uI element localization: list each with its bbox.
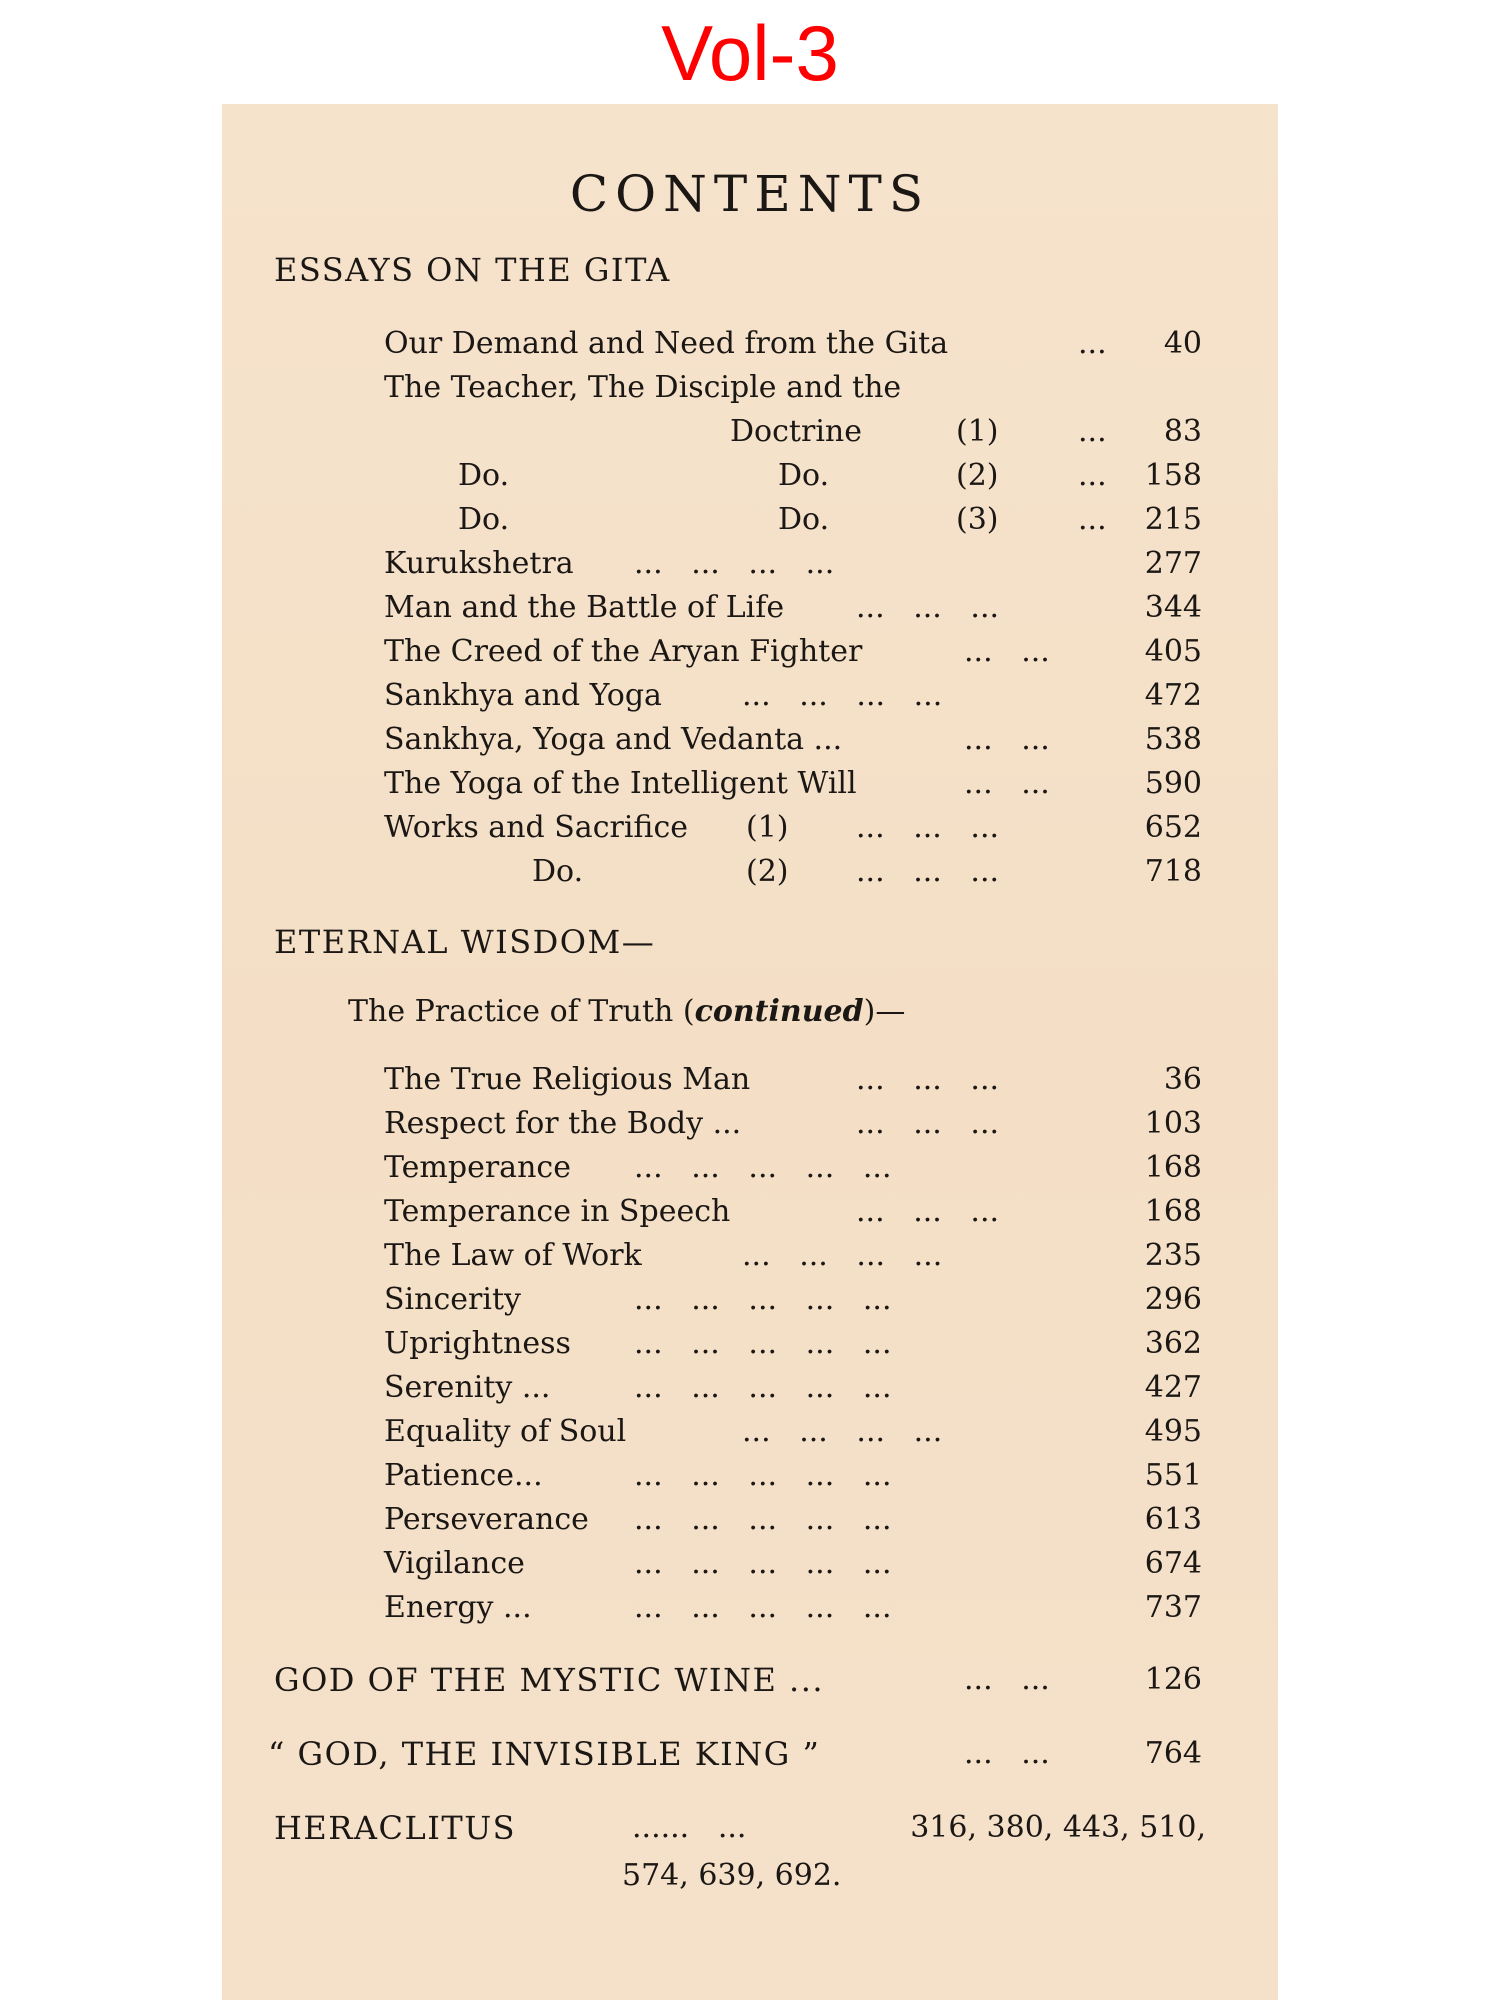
entry-dots: ... ... ... ... ...	[634, 1282, 892, 1317]
toc-entry	[222, 1544, 1202, 1584]
toc-section-invisible-king	[222, 1734, 1202, 1774]
entry-title-continued: Doctrine	[730, 414, 862, 449]
toc-entry	[222, 544, 1202, 584]
entry-dots: ... ... ... ... ...	[634, 1458, 892, 1493]
entry-dots: ... ... ... ...	[742, 1238, 943, 1273]
entry-title: Sincerity	[384, 1282, 521, 1317]
entry-pages: 316, 380, 443, 510,	[910, 1810, 1206, 1845]
entry-title-continued: Do.	[778, 502, 830, 537]
entry-title: Temperance	[384, 1150, 571, 1185]
toc-entry	[222, 632, 1202, 672]
entry-part-marker: (3)	[956, 502, 999, 537]
entry-title: Patience...	[384, 1458, 543, 1493]
entry-title: Sankhya and Yoga	[384, 678, 662, 713]
entry-page: 344	[1144, 590, 1202, 625]
toc-entry	[222, 720, 1202, 760]
entry-title: Energy ...	[384, 1590, 532, 1625]
entry-page: 472	[1144, 678, 1202, 713]
entry-page: 764	[1144, 1736, 1202, 1771]
entry-page: 613	[1144, 1502, 1202, 1537]
entry-page: 168	[1144, 1194, 1202, 1229]
toc-section-heraclitus	[222, 1808, 1206, 1848]
entry-dots: ... ...	[964, 1662, 1050, 1697]
entry-page: 277	[1144, 546, 1202, 581]
entry-page: 83	[1163, 414, 1202, 449]
toc-section-mystic-wine	[222, 1660, 1202, 1700]
entry-title: The Teacher, The Disciple and the	[384, 370, 902, 405]
toc-entry	[222, 808, 1202, 848]
entry-title: Man and the Battle of Life	[384, 590, 785, 625]
entry-page: 40	[1163, 326, 1202, 361]
entry-title: Do.	[458, 502, 510, 537]
entry-page: 215	[1144, 502, 1202, 537]
subheading-prefix: The Practice of Truth (	[348, 994, 695, 1029]
section-heading-eternal-wisdom: ETERNAL WISDOM—	[274, 923, 656, 961]
toc-entry	[222, 1192, 1202, 1232]
entry-part-marker: (2)	[746, 854, 789, 889]
entry-title: Uprightness	[384, 1326, 571, 1361]
toc-entry	[222, 1104, 1202, 1144]
entry-title-continued: Do.	[778, 458, 830, 493]
entry-page: 158	[1144, 458, 1202, 493]
entry-dots: ... ... ... ...	[742, 678, 943, 713]
entry-dots: ...	[1078, 414, 1107, 449]
toc-entry	[222, 1324, 1202, 1364]
entry-page: 362	[1144, 1326, 1202, 1361]
entry-title: Do.	[458, 458, 510, 493]
entry-title: Works and Sacrifice	[384, 810, 688, 845]
page-title: CONTENTS	[569, 165, 931, 223]
entry-title: Kurukshetra	[384, 546, 574, 581]
toc-entry	[222, 1456, 1202, 1496]
toc-entry	[222, 324, 1202, 364]
toc-entry	[222, 588, 1202, 628]
entry-title: Sankhya, Yoga and Vedanta ...	[384, 722, 843, 757]
entry-title: The True Religious Man	[384, 1062, 751, 1097]
toc-entry-continued	[222, 412, 1202, 452]
entry-title: Equality of Soul	[384, 1414, 627, 1449]
entry-dots: ... ... ... ... ...	[634, 1502, 892, 1537]
subheading-practice-of-truth	[348, 992, 905, 1032]
entry-dots: ... ... ...	[856, 590, 1000, 625]
entry-page: 296	[1144, 1282, 1202, 1317]
entry-dots: ... ... ... ... ...	[634, 1546, 892, 1581]
entry-page: 427	[1144, 1370, 1202, 1405]
entry-title: Vigilance	[384, 1546, 525, 1581]
toc-entry	[222, 1368, 1202, 1408]
section-heading-heraclitus: HERACLITUS	[274, 1809, 517, 1847]
toc-entry	[222, 676, 1202, 716]
entry-page: 495	[1144, 1414, 1202, 1449]
toc-entry	[222, 764, 1202, 804]
entry-dots: ... ... ...	[856, 1194, 1000, 1229]
entry-title: The Law of Work	[384, 1238, 642, 1273]
entry-title: Perseverance	[384, 1502, 589, 1537]
toc-entry	[222, 1412, 1202, 1452]
section-heading-invisible-king: “ GOD, THE INVISIBLE KING ”	[268, 1735, 821, 1773]
entry-dots: ... ... ... ... ...	[634, 1370, 892, 1405]
entry-page: 718	[1144, 854, 1202, 889]
entry-dots: ...	[1078, 502, 1107, 537]
entry-title: Respect for the Body ...	[384, 1106, 742, 1141]
entry-page: 103	[1144, 1106, 1202, 1141]
entry-dots: ... ... ... ...	[634, 546, 835, 581]
entry-dots: ... ... ... ... ...	[634, 1590, 892, 1625]
entry-dots: ... ... ...	[856, 854, 1000, 889]
entry-dots: ... ...	[964, 634, 1050, 669]
toc-entry	[222, 1280, 1202, 1320]
toc-entry	[222, 1060, 1202, 1100]
volume-label: Vol-3	[661, 9, 839, 97]
entry-page: 674	[1144, 1546, 1202, 1581]
toc-entry	[222, 852, 1202, 892]
toc-entry	[222, 368, 1202, 408]
subheading-suffix: )—	[863, 994, 906, 1029]
toc-entry	[222, 1500, 1202, 1540]
entry-dots: ... ... ...	[856, 1062, 1000, 1097]
entry-dots: ... ... ... ... ...	[634, 1326, 892, 1361]
entry-dots: ... ... ...	[856, 810, 1000, 845]
toc-entry	[222, 500, 1202, 540]
entry-dots: ... ...	[964, 766, 1050, 801]
entry-dots: ... ... ...	[856, 1106, 1000, 1141]
entry-title: Serenity ...	[384, 1370, 551, 1405]
toc-entry	[222, 1588, 1202, 1628]
entry-title: Temperance in Speech	[384, 1194, 731, 1229]
toc-entry	[222, 1236, 1202, 1276]
entry-page: 590	[1144, 766, 1202, 801]
entry-page: 405	[1144, 634, 1202, 669]
contents-page	[222, 104, 1278, 2000]
entry-page: 235	[1144, 1238, 1202, 1273]
entry-pages-continued: 574, 639, 692.	[622, 1858, 842, 1893]
entry-page: 652	[1144, 810, 1202, 845]
entry-page: 126	[1144, 1662, 1202, 1697]
entry-page: 168	[1144, 1150, 1202, 1185]
entry-dots: ...	[1078, 326, 1107, 361]
entry-dots: ... ...	[964, 1736, 1050, 1771]
entry-title: Our Demand and Need from the Gita	[384, 326, 949, 361]
entry-page: 36	[1163, 1062, 1202, 1097]
entry-part-marker: (2)	[956, 458, 999, 493]
entry-title: The Creed of the Aryan Fighter	[384, 634, 863, 669]
toc-entry	[222, 1148, 1202, 1188]
entry-page: 551	[1144, 1458, 1202, 1493]
entry-dots: ...... ...	[632, 1810, 747, 1845]
entry-part-marker: (1)	[956, 414, 999, 449]
entry-page: 737	[1144, 1590, 1202, 1625]
section-heading-gita: ESSAYS ON THE GITA	[274, 251, 671, 289]
entry-dots: ... ... ... ... ...	[634, 1150, 892, 1185]
subheading-italic: continued	[694, 994, 864, 1029]
entry-title: The Yoga of the Intelligent Will	[384, 766, 857, 801]
entry-page: 538	[1144, 722, 1202, 757]
entry-dots: ... ...	[964, 722, 1050, 757]
entry-part-marker: (1)	[746, 810, 789, 845]
entry-dots: ...	[1078, 458, 1107, 493]
entry-dots: ... ... ... ...	[742, 1414, 943, 1449]
toc-entry	[222, 456, 1202, 496]
section-heading-mystic-wine: GOD OF THE MYSTIC WINE ...	[274, 1661, 825, 1699]
entry-title: Do.	[532, 854, 584, 889]
